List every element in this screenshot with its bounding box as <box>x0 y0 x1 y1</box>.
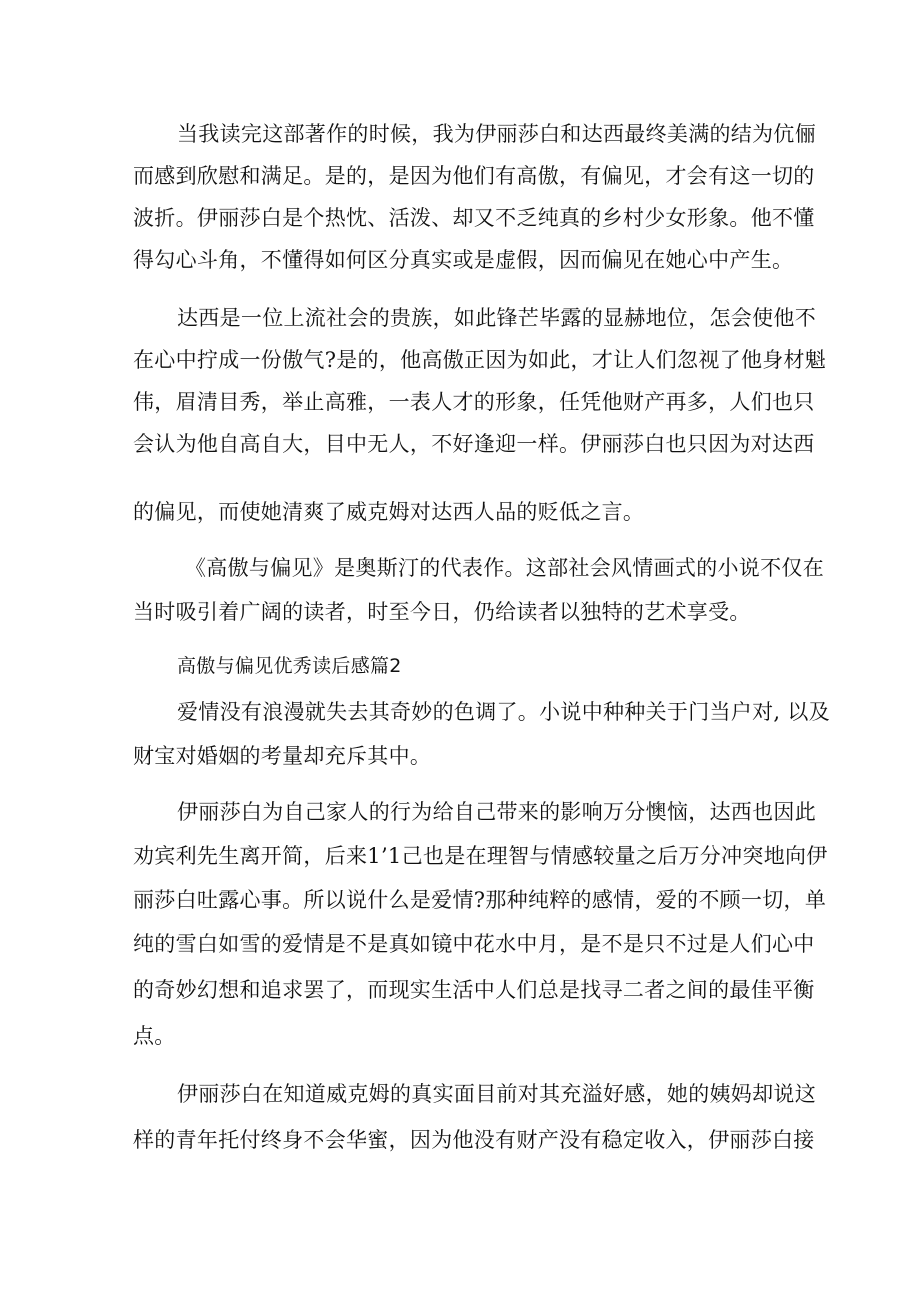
text-line: 财宝对婚姻的考量却充斥其中。 <box>133 744 432 768</box>
text-line: 劝宾利先生离开简，后来1’1己也是在理智与情感较量之后万分冲突地向伊 <box>133 844 828 868</box>
text-line: 的奇妙幻想和追求罢了，而现实生活中人们总是找寻二者之间的最佳平衡 <box>133 978 815 1002</box>
section-heading: 高傲与偏见优秀读后感篇2 <box>177 655 402 677</box>
text-line: 在心中拧成一份傲气?是的，他高傲正因为如此，才让人们忽视了他身材魁 <box>133 348 827 372</box>
text-line: 波折。伊丽莎白是个热忱、活泼、却又不乏纯真的乡村少女形象。他不懂 <box>133 206 815 230</box>
text-line: 得勾心斗角，不懂得如何区分真实或是虚假，因而偏见在她心中产生。 <box>133 248 794 272</box>
text-line: 点。 <box>133 1024 176 1048</box>
text-line: 爱情没有浪漫就失去其奇妙的色调了。小说中种种关于门当户对, 以及 <box>177 700 830 724</box>
text-line: 而感到欣慰和满足。是的，是因为他们有高傲，有偏见，才会有这一切的 <box>133 164 815 188</box>
text-line: 伟，眉清目秀，举止高雅，一表人才的形象，任凭他财产再多，人们也只 <box>133 390 815 414</box>
text-line: 会认为他自高自大，目中无人，不好逢迎一样。伊丽莎白也只因为对达西 <box>133 432 815 456</box>
text-line: 伊丽莎白在知道威克姆的真实面目前对其充溢好感，她的姨妈却说这 <box>177 1082 816 1106</box>
text-line: 纯的雪白如雪的爱情是不是真如镜中花水中月，是不是只不过是人们心中 <box>133 932 815 956</box>
text-line: 的偏见，而使她清爽了威克姆对达西人品的贬低之言。 <box>133 500 645 524</box>
text-line: 达西是一位上流社会的贵族，如此锋芒毕露的显赫地位，怎会使他不 <box>177 306 816 330</box>
text-line: 当时吸引着广阔的读者，时至今日，仍给读者以独特的艺术享受。 <box>133 600 751 624</box>
text-line: 样的青年托付终身不会华蜜，因为他没有财产没有稳定收入，伊丽莎白接 <box>133 1128 815 1152</box>
text-line: 《高傲与偏见》是奥斯汀的代表作。这部社会风情画式的小说不仅在 <box>185 556 824 580</box>
text-line: 当我读完这部著作的时候，我为伊丽莎白和达西最终美满的结为伉俪 <box>177 122 816 146</box>
text-line: 伊丽莎白为自己家人的行为给自己带来的影响万分懊恼，达西也因此 <box>177 800 816 824</box>
text-line: 丽莎白吐露心事。所以说什么是爱情?那种纯粹的感情，爱的不顾一切，单 <box>133 888 827 912</box>
